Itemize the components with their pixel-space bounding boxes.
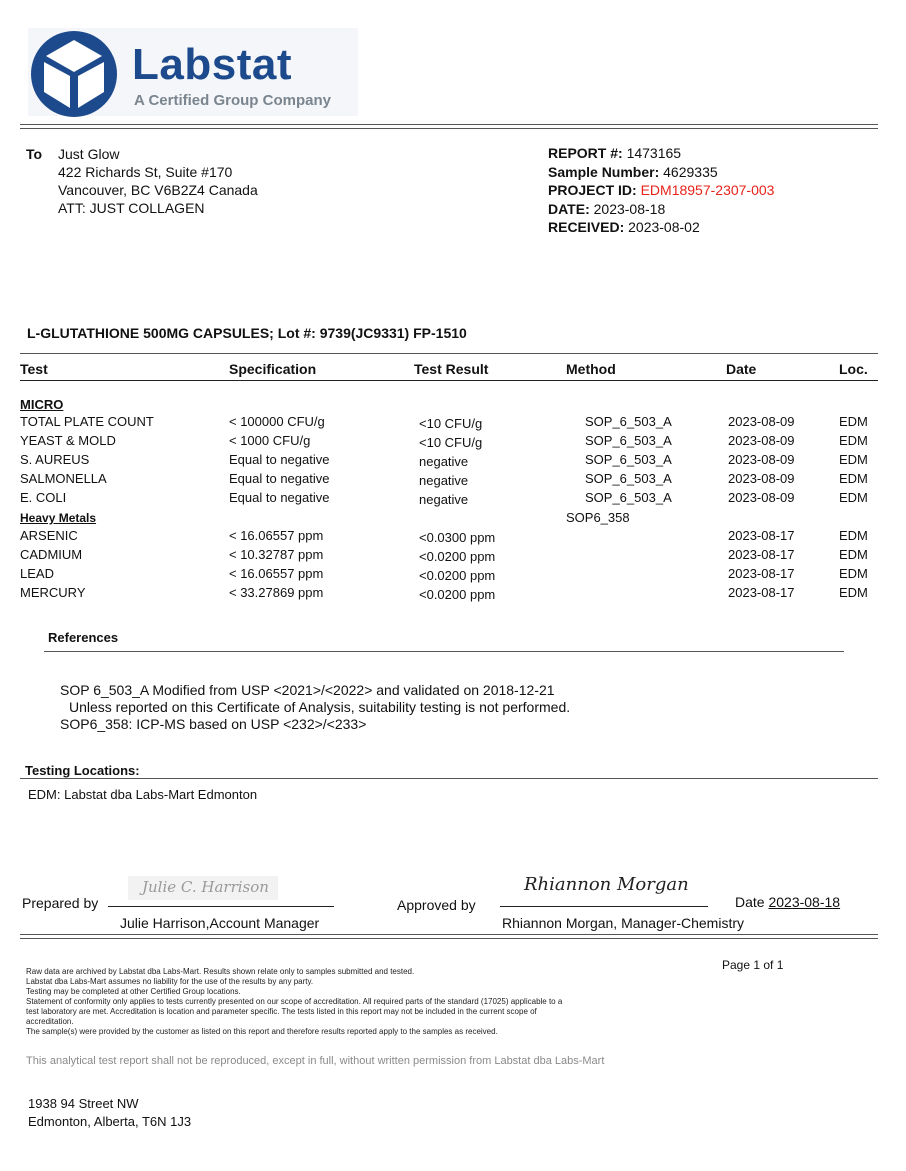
method: SOP_6_503_A: [585, 414, 672, 429]
labstat-logo-icon: [28, 30, 120, 118]
product-title: L-GLUTATHIONE 500MG CAPSULES; Lot #: 9739(JC9331) FP-1510: [27, 325, 467, 341]
location: EDM: [839, 414, 868, 429]
prepared-by-label: Prepared by: [22, 895, 99, 911]
address-line: 422 Richards St, Suite #170: [58, 164, 233, 180]
footer-address-line: 1938 94 Street NW: [28, 1096, 139, 1111]
location: EDM: [839, 585, 868, 600]
logo-tagline: A Certified Group Company: [134, 92, 331, 109]
table-row: [0, 414, 906, 433]
test-result: <0.0200 ppm: [419, 587, 496, 602]
references-divider: [44, 651, 844, 652]
test-date: 2023-08-09: [728, 433, 795, 448]
test-date: 2023-08-09: [728, 452, 795, 467]
sign-date-value: 2023-08-18: [768, 894, 841, 910]
reproduction-note: This analytical test report shall not be reproduced, except in full, without written permission from Labstat dba Labs-Mart: [26, 1055, 605, 1067]
approved-signature: Rhiannon Morgan: [524, 874, 689, 895]
disclaimer-line: The sample(s) were provided by the customer as listed on this report and therefore results reported apply to the samples as received.: [26, 1027, 498, 1036]
test-name: LEAD: [20, 566, 54, 581]
logo-name: Labstat: [132, 40, 292, 89]
test-name: ARSENIC: [20, 528, 78, 543]
section-heavy-metals: Heavy Metals: [20, 511, 97, 525]
sample-number: 4629335: [663, 163, 718, 180]
header-date: Date: [726, 361, 757, 377]
to-address: [58, 145, 258, 217]
disclaimer-line: Testing may be completed at other Certified Group locations.: [26, 987, 241, 996]
reference-line: SOP 6_503_A Modified from USP <2021>/<2022> and validated on 2018-12-21: [60, 682, 555, 698]
report-info: [548, 144, 774, 237]
disclaimer-line: Statement of conformity only applies to tests currently presented on our scope of accreditation. All required parts of the standard (17025) applicable to a: [26, 997, 563, 1006]
table-row: [0, 528, 906, 547]
sign-date-label: Date: [735, 894, 765, 910]
test-date: 2023-08-17: [728, 528, 795, 543]
specification: Equal to negative: [229, 471, 330, 486]
method: SOP_6_503_A: [585, 452, 672, 467]
test-date: 2023-08-17: [728, 585, 795, 600]
to-label: To: [26, 146, 43, 162]
locations-divider: [20, 778, 878, 779]
header-test-result: Test Result: [414, 361, 489, 377]
specification: < 33.27869 ppm: [229, 585, 324, 600]
table-row: [0, 433, 906, 452]
location: EDM: [839, 566, 868, 581]
testing-location: EDM: Labstat dba Labs-Mart Edmonton: [28, 787, 258, 802]
report-date: 2023-08-18: [593, 200, 666, 217]
disclaimer-line: test laboratory are met. Accreditation is location and parameter specific. The tests listed in this report may not be included in the current scope of: [26, 1007, 537, 1016]
footer-address-line: Edmonton, Alberta, T6N 1J3: [28, 1114, 192, 1129]
sign-date: [735, 894, 840, 910]
test-result: <10 CFU/g: [419, 416, 483, 431]
disclaimer: [26, 967, 666, 1037]
received-label: RECEIVED:: [548, 219, 625, 235]
specification: Equal to negative: [229, 490, 330, 505]
test-date: 2023-08-17: [728, 566, 795, 581]
specification: < 16.06557 ppm: [229, 528, 324, 543]
location: EDM: [839, 452, 868, 467]
table-row: [0, 566, 906, 585]
approved-by-name: Rhiannon Morgan, Manager-Chemistry: [502, 915, 744, 931]
specification: < 1000 CFU/g: [229, 433, 311, 448]
page-number: Page 1 of 1: [722, 958, 784, 972]
received-date: 2023-08-02: [628, 219, 700, 235]
test-result: <10 CFU/g: [419, 435, 483, 450]
address-line: Just Glow: [58, 146, 120, 162]
table-row: [0, 490, 906, 509]
test-date: 2023-08-09: [728, 490, 795, 505]
location: EDM: [839, 528, 868, 543]
test-result: <0.0200 ppm: [419, 549, 496, 564]
location: EDM: [839, 547, 868, 562]
test-name: TOTAL PLATE COUNT: [20, 414, 154, 429]
project-label: PROJECT ID:: [548, 182, 637, 198]
table-row: [0, 452, 906, 471]
footer-address: [28, 1095, 191, 1131]
location: EDM: [839, 433, 868, 448]
header-method: Method: [566, 361, 616, 377]
date-label: DATE:: [548, 200, 590, 217]
disclaimer-line: accreditation.: [26, 1017, 74, 1026]
reference-line: Unless reported on this Certificate of Analysis, suitability testing is not performed.: [69, 699, 571, 715]
table-row: [0, 471, 906, 490]
test-name: S. AUREUS: [20, 452, 90, 467]
disclaimer-line: Raw data are archived by Labstat dba Labs-Mart. Results shown relate only to samples submitted and tested.: [26, 967, 415, 976]
specification: < 100000 CFU/g: [229, 414, 325, 429]
metals-method: SOP6_358: [566, 510, 630, 525]
project-id: EDM18957-2307-003: [640, 182, 775, 198]
table-row: [0, 547, 906, 566]
address-line: Vancouver, BC V6B2Z4 Canada: [58, 182, 258, 198]
reference-line: SOP6_358: ICP-MS based on USP <232>/<233>: [60, 716, 367, 732]
testing-locations-title: Testing Locations:: [25, 763, 140, 778]
test-name: E. COLI: [20, 490, 67, 505]
prepared-by-name: Julie Harrison,Account Manager: [120, 915, 320, 931]
prepared-signature: Julie C. Harrison: [142, 878, 269, 896]
test-date: 2023-08-09: [728, 471, 795, 486]
prepared-signature-line: [108, 906, 334, 907]
specification: Equal to negative: [229, 452, 330, 467]
sample-label: Sample Number:: [548, 163, 660, 180]
method: SOP_6_503_A: [585, 471, 672, 486]
location: EDM: [839, 471, 868, 486]
header-test: Test: [20, 361, 48, 377]
header-location: Loc.: [839, 361, 868, 377]
report-number: 1473165: [626, 145, 682, 161]
references-title: References: [48, 630, 119, 645]
address-line: ATT: JUST COLLAGEN: [58, 200, 205, 216]
references-body: [60, 682, 570, 733]
test-name: YEAST & MOLD: [20, 433, 116, 448]
method: SOP_6_503_A: [585, 433, 672, 448]
location: EDM: [839, 490, 868, 505]
approved-signature-line: [500, 906, 708, 907]
test-result: negative: [419, 473, 469, 488]
report-label: REPORT #:: [548, 145, 623, 161]
footer-divider: [20, 934, 878, 939]
section-micro: MICRO: [20, 397, 64, 412]
test-result: negative: [419, 492, 469, 507]
test-result: <0.0300 ppm: [419, 530, 496, 545]
table-top-divider: [20, 353, 878, 354]
method: SOP_6_503_A: [585, 490, 672, 505]
specification: < 10.32787 ppm: [229, 547, 324, 562]
disclaimer-line: Labstat dba Labs-Mart assumes no liability for the use of the results by any party.: [26, 977, 314, 986]
test-date: 2023-08-17: [728, 547, 795, 562]
table-header-divider: [20, 380, 878, 381]
specification: < 16.06557 ppm: [229, 566, 324, 581]
test-result: negative: [419, 454, 469, 469]
table-row: [0, 585, 906, 604]
test-name: SALMONELLA: [20, 471, 107, 486]
header-specification: Specification: [229, 361, 317, 377]
test-result: <0.0200 ppm: [419, 568, 496, 583]
test-name: MERCURY: [20, 585, 86, 600]
test-date: 2023-08-09: [728, 414, 795, 429]
approved-by-label: Approved by: [397, 897, 476, 913]
header-divider: [20, 124, 878, 129]
test-name: CADMIUM: [20, 547, 83, 562]
